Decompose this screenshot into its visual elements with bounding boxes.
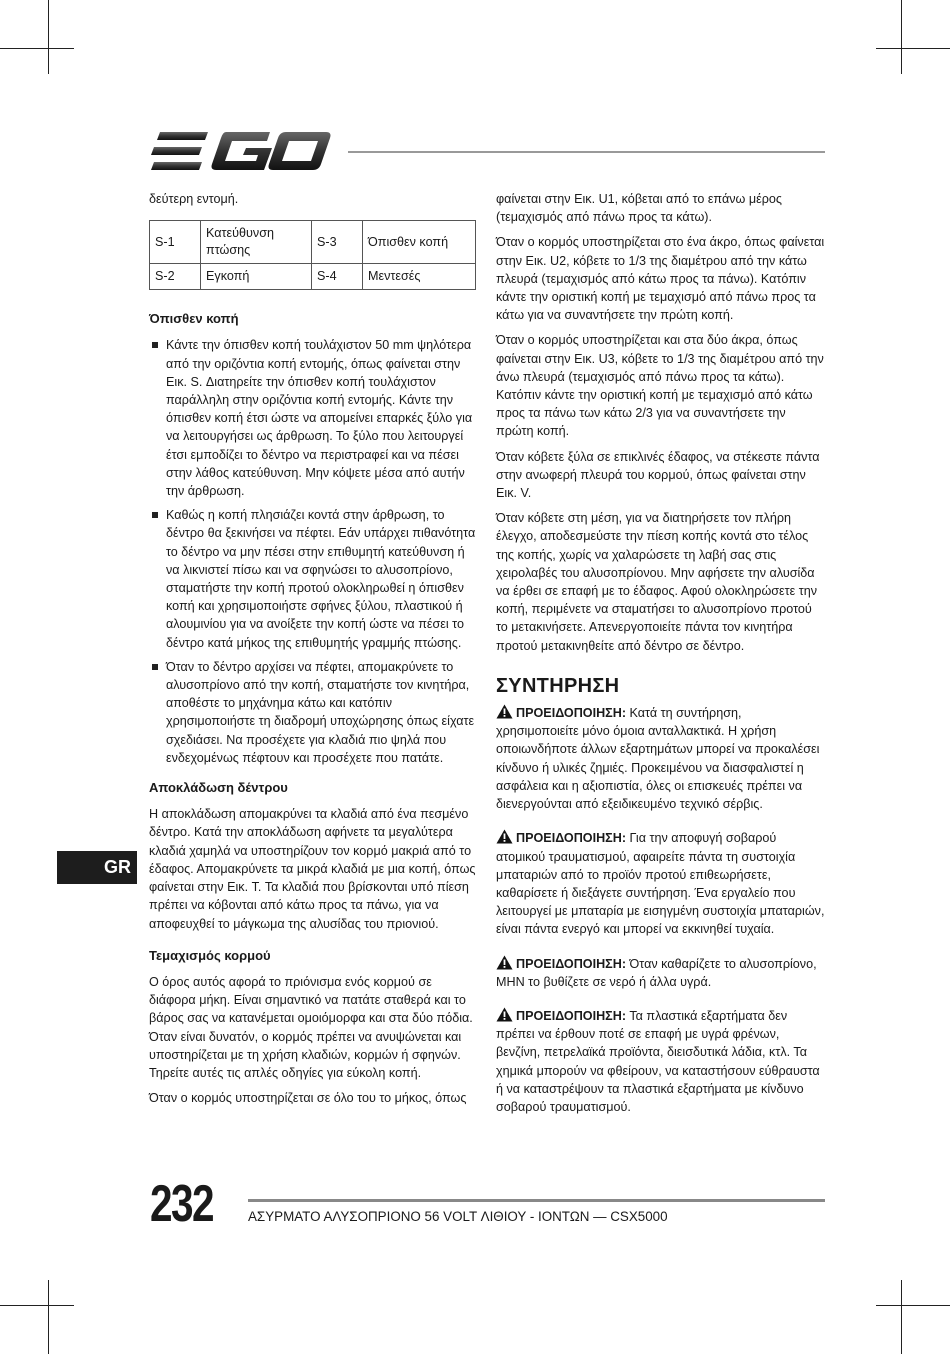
footer-title: ΑΣΥΡΜΑΤΟ ΑΛΥΣΟΠΡΙΟΝΟ 56 VOLT ΛΙΘΙΟΥ - ΙΟΝΤΩΝ — CSX5000 xyxy=(248,1209,668,1224)
crop-mark xyxy=(48,0,49,74)
left-column xyxy=(149,190,476,1114)
bullet-square-icon xyxy=(152,664,158,670)
crop-mark xyxy=(901,1280,902,1354)
table-row xyxy=(150,221,476,264)
crop-mark xyxy=(0,48,74,49)
list-item: Όταν το δέντρο αρχίσει να πέφτει, απομακρύνετε το αλυσοπρίονο από την κοπή, σταματήστε τον κινητήρα, αποθέστε το μηχάνημα κάτω και κατόπιν χρησιμοποιήστε τη διαδρομή υποχώρησης όπως είχατε σχεδιάσει. Να προσέχετε για κλαδιά πιο ψηλά που ενδεχομένως πέφτουν και προσέχετε που πατάτε. xyxy=(149,658,476,767)
paragraph: Η αποκλάδωση απομακρύνει τα κλαδιά από ένα πεσμένο δέντρο. Κατά την αποκλάδωση αφήνετε τα μεγαλύτερα κλαδιά χαμηλά να υποστηρίζουν τον κορμό μακριά από το έδαφος. Απομακρύνετε τα μικρά κλαδιά με μια κοπή, όπως φαίνεται στην Εικ. T. Τα κλαδιά που βρίσκονται υπό πίεση πρέπει να κόβονται από κάτω προς τα πάνω, για να αποφευχθεί το μάγκωμα της αλυσίδας του πριονιού. xyxy=(149,807,476,931)
crop-mark xyxy=(876,48,950,49)
warning-triangle-icon xyxy=(496,704,513,719)
intro-text: δεύτερη εντομή. xyxy=(149,192,239,206)
paragraph: Όταν ο κορμός υποστηρίζεται στο ένα άκρο, όπως φαίνεται στην Εικ. U2, κόβετε το 1/3 της διαμέτρου από την κάτω πλευρά (τεμαχισμός από κάτω προς τα πάνω). Κατόπιν κάντε την οριστική κοπή με τεμαχισμό από πάνω προς τα κάτω για να συναντήσετε την πρώτη κοπή. xyxy=(496,235,825,323)
section-heading: Όπισθεν κοπή xyxy=(149,311,239,327)
warning-triangle-icon xyxy=(496,829,513,844)
list-item: Κάντε την όπισθεν κοπή τουλάχιστον 50 mm ψηλότερα από την οριζόντια κοπή εντομής, όπως φαίνεται στην Εικ. S. Διατηρείτε την όπισθεν κοπή τουλάχιστον παράλληλη στην οριζόντια κοπή εντομής. Κάντε την όπισθεν κοπή έτσι ώστε να απομείνει επαρκές ξύλο για να λειτουργήσει ως άρθρωση. Το ξύλο που λειτουργεί έτσι εμποδίζει το δέντρο να περιστραφεί και να πέσει στην λάθος κατεύθυνση. Μην κόψετε μέσα από αυτήν την άρθρωση. xyxy=(149,336,476,500)
list-item: Καθώς η κοπή πλησιάζει κοντά στην άρθρωση, το δέντρο θα ξεκινήσει να πέφτει. Εάν υπάρχει πιθανότητα το δέντρο να μην πέσει στην επιθυμητή κατεύθυνση ή να λικνιστεί πίσω και να σφηνώσει το αλυσοπρίονο, σταματήστε την κοπή προτού ολοκληρωθεί η όπισθεν κοπή και χρησιμοποιήστε σφήνες ξύλου, πλαστικού ή αλουμινίου για να ανοίξετε την κοπή ώστε να πέσει το δέντρο κατά μήκος της επιθυμητής γραμμής πτώσης. xyxy=(149,506,476,652)
crop-mark xyxy=(876,1305,950,1306)
paragraph: Όταν ο κορμός υποστηρίζεται σε όλο του το μήκος, όπως xyxy=(149,1091,467,1106)
table-cell: Εγκοπή xyxy=(201,264,312,290)
table-row xyxy=(150,264,476,290)
warning-text: Κατά τη συντήρηση, χρησιμοποιείτε μόνο όμοια ανταλλακτικά. Η χρήση οποιωνδήποτε άλλων εξαρτημάτων μπορεί να προκαλέσει κίνδυνο ή υλικές ζημιές. Προκειμένου να διασφαλιστεί η ασφάλεια και η αξιοπιστία, όλες οι επισκευές πρέπει να διενεργούνται από εξειδικευμένο τεχνικό σέρβις. xyxy=(496,706,820,812)
table-cell: S-4 xyxy=(312,264,363,290)
page-number: 232 xyxy=(150,1175,213,1233)
warning-block xyxy=(496,955,826,991)
paragraph: Ο όρος αυτός αφορά το πριόνισμα ενός κορμού σε διάφορα μήκη. Είναι σημαντικό να πατάτε σταθερά και το βάρος σας να κατανέμεται ομοιόμορφα και στα δύο πόδια. Όταν είναι δυνατόν, ο κορμός πρέπει να ανυψώνεται και υποστηρίζεται με τη χρήση κλαδιών, κορμών ή σφηνών. Τηρείτε αυτές τις απλές οδηγίες για εύκολη κοπή. xyxy=(149,974,473,1080)
paragraph: φαίνεται στην Εικ. U1, κόβεται από το επάνω μέρος (τεμαχισμός από πάνω προς τα κάτω). xyxy=(496,192,782,225)
paragraph: Όταν κόβετε στη μέση, για να διατηρήσετε τον πλήρη έλεγχο, αποδεσμεύστε την πίεση κοπής κοντά στο τέλος της κοπής, χωρίς να χαλαρώσετε τη λαβή σας στις χειρολαβές του αλυσοπρίονου. Μην αφήσετε την αλυσίδα να έρθει σε επαφή με το έδαφος. Αφού ολοκληρώσετε την κοπή, περιμένετε να σταματήσει το αλυσοπρίονο προτού το μετακινήσετε. Απενεργοποιείτε πάντα τον κινητήρα προτού μετακινηθείτε από δέντρο σε δέντρο. xyxy=(496,511,818,653)
bullet-list xyxy=(149,336,476,767)
crop-mark xyxy=(901,0,902,74)
table-cell: S-2 xyxy=(150,264,201,290)
warning-block xyxy=(496,1007,826,1116)
table-cell: Μεντεσές xyxy=(363,264,476,290)
table-cell: Κατεύθυνση πτώσης xyxy=(201,221,312,264)
paragraph: Όταν ο κορμός υποστηρίζεται και στα δύο άκρα, όπως φαίνεται στην Εικ. U3, κόβετε το 1/3 της διαμέτρου από την άνω πλευρά (τεμαχισμός από πάνω προς τα κάτω). Κατόπιν κάντε την οριστική κοπή με τεμαχισμό από κάτω προς τα πάνω των κάτω 2/3 για να συναντήσετε την πρώτη κοπή. xyxy=(496,333,824,439)
warning-triangle-icon xyxy=(496,955,513,970)
table-cell: S-1 xyxy=(150,221,201,264)
warning-text: Τα πλαστικά εξαρτήματα δεν πρέπει να έρθουν ποτέ σε επαφή με υγρά φρένων, βενζίνη, πετρελαϊκά προϊόντα, διεισδυτικά λάδια, κτλ. Τα χημικά μπορούν να φθείρουν, να καταστήσουν εύθραυστα ή να καταστρέψουν τα πλαστικά εξαρτήματα με κίνδυνο σοβαρού τραυματισμού. xyxy=(496,1008,820,1114)
warning-label: ΠΡΟΕΙΔΟΠΟΙΗΣΗ: xyxy=(516,831,627,846)
legend-table xyxy=(149,220,476,290)
language-tab xyxy=(57,851,137,884)
warning-label: ΠΡΟΕΙΔΟΠΟΙΗΣΗ: xyxy=(516,706,627,721)
bullet-square-icon xyxy=(152,512,158,518)
bullet-square-icon xyxy=(152,342,158,348)
warning-text: Για την αποφυγή σοβαρού ατομικού τραυματισμού, αφαιρείτε πάντα τη συστοιχία μπαταριών από το προϊόν προτού επιθεωρήσετε, καθαρίσετε ή διεξάγετε συντήρηση. Ένα εργαλείο που λειτουργεί με μπαταρία με εισηγμένη συστοιχία μπαταριών, είναι πάντα ενεργό και μπορεί να εκκινηθεί τυχαία. xyxy=(496,831,825,937)
table-cell: Όπισθεν κοπή xyxy=(363,221,476,264)
right-column xyxy=(496,190,826,1132)
maintenance-heading: ΣΥΝΤΗΡΗΣΗ xyxy=(496,674,620,697)
crop-mark xyxy=(48,1280,49,1354)
footer-rule xyxy=(248,1199,825,1202)
language-code: GR xyxy=(104,857,131,877)
warning-triangle-icon xyxy=(496,1007,513,1022)
section-heading: Αποκλάδωση δέντρου xyxy=(149,780,288,796)
section-heading: Τεμαχισμός κορμού xyxy=(149,947,271,963)
warning-block xyxy=(496,829,826,938)
paragraph: Όταν κόβετε ξύλα σε επικλινές έδαφος, να στέκεστε πάντα στην ανωφερή πλευρά του κορμού, όπως φαίνεται στην Εικ. V. xyxy=(496,449,820,501)
warning-block xyxy=(496,704,826,813)
crop-mark xyxy=(0,1305,74,1306)
warning-label: ΠΡΟΕΙΔΟΠΟΙΗΣΗ: xyxy=(516,956,627,971)
ego-logo xyxy=(150,130,332,172)
table-cell: S-3 xyxy=(312,221,363,264)
warning-label: ΠΡΟΕΙΔΟΠΟΙΗΣΗ: xyxy=(516,1008,627,1023)
header-rule xyxy=(348,151,825,153)
warning-text: Όταν καθαρίζετε το αλυσοπρίονο, ΜΗΝ το βυθίζετε σε νερό ή άλλα υγρά. xyxy=(496,956,817,989)
